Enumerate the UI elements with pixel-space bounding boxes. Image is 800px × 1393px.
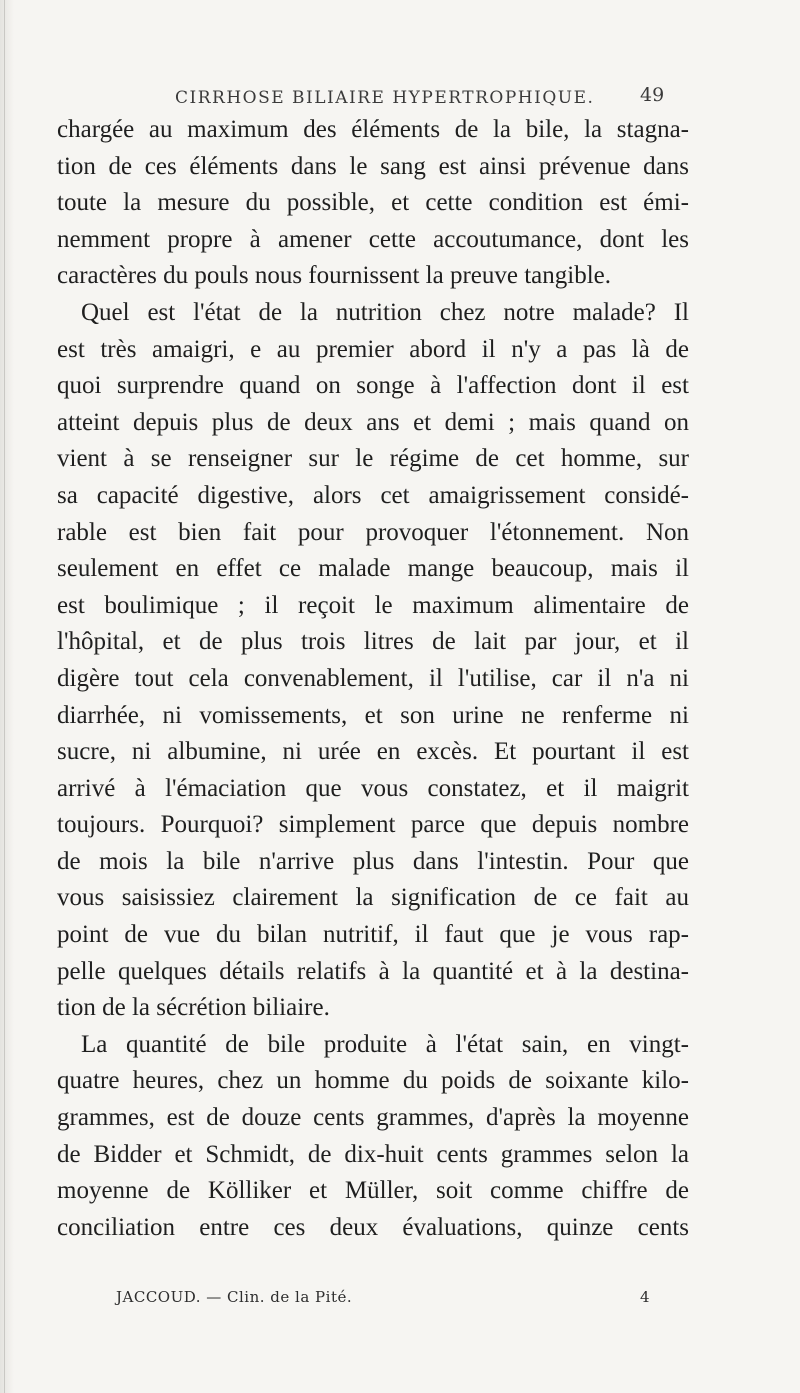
text-line: tion de la sécrétion biliaire. <box>57 994 330 1022</box>
text-line: sucre, ni albumine, ni urée en excès. Et pourtant il est <box>57 738 689 766</box>
text-line: vous saisissiez clairement la signification de ce fait au <box>57 884 689 912</box>
text-line: toute la mesure du possible, et cette condition est émi- <box>57 189 689 217</box>
text-line: vient à se renseigner sur le régime de cet homme, sur <box>57 445 689 473</box>
text-line: moyenne de Kölliker et Müller, soit comme chiffre de <box>57 1177 689 1205</box>
text-line: de Bidder et Schmidt, de dix-huit cents grammes selon la <box>57 1140 689 1168</box>
text-line: chargée au maximum des éléments de la bile, la stagna- <box>57 116 689 143</box>
text-line: point de vue du bilan nutritif, il faut que je vous rap- <box>57 921 689 949</box>
text-line: pelle quelques détails relatifs à la quantité et à la destina- <box>57 957 689 985</box>
text-line: tion de ces éléments dans le sang est ainsi prévenue dans <box>57 152 689 180</box>
text-line: atteint depuis plus de deux ans et demi ; mais quand on <box>57 408 689 436</box>
text-line: Quel est l'état de la nutrition chez notre malade? Il <box>81 298 689 326</box>
body-text <box>57 112 689 1246</box>
text-line: quatre heures, chez un homme du poids de soixante kilo- <box>57 1067 689 1095</box>
text-line: digère tout cela convenablement, il l'utilise, car il n'a ni <box>57 664 689 692</box>
text-line: conciliation entre ces deux évaluations, quinze cents <box>57 1213 689 1241</box>
page-number: 49 <box>640 84 665 106</box>
printer-signature <box>116 1288 656 1306</box>
running-head: CIRRHOSE BILIAIRE HYPERTROPHIQUE. <box>175 88 595 108</box>
text-line: l'hôpital, et de plus trois litres de lait par jour, et il <box>57 628 689 656</box>
text-line: grammes, est de douze cents grammes, d'après la moyenne <box>57 1104 689 1132</box>
text-line: quoi surprendre quand on songe à l'affection dont il est <box>57 372 689 400</box>
text-line: seulement en effet ce malade mange beaucoup, mais il <box>57 555 689 583</box>
page-spine-shadow <box>0 0 14 1393</box>
text-line: arrivé à l'émaciation que vous constatez, et il maigrit <box>57 774 689 802</box>
text-line: caractères du pouls nous fournissent la preuve tangible. <box>57 262 611 290</box>
text-line: toujours. Pourquoi? simplement parce que depuis nombre <box>57 811 689 839</box>
sheet-mark: 4 <box>640 1288 650 1306</box>
text-line: de mois la bile n'arrive plus dans l'intestin. Pour que <box>57 847 689 875</box>
text-line: sa capacité digestive, alors cet amaigrissement considé- <box>57 481 689 509</box>
text-line: La quantité de bile produite à l'état sain, en vingt- <box>81 1030 689 1058</box>
page-spine-line <box>4 0 5 1393</box>
text-line: diarrhée, ni vomissements, et son urine ne renferme ni <box>57 701 689 729</box>
signature-text: JACCOUD. — Clin. de la Pité. <box>116 1288 353 1306</box>
text-line: est boulimique ; il reçoit le maximum alimentaire de <box>57 591 689 619</box>
text-line: est très amaigri, e au premier abord il n'y a pas là de <box>57 335 689 363</box>
text-line: nemment propre à amener cette accoutumance, dont les <box>57 225 689 253</box>
text-line: rable est bien fait pour provoquer l'étonnement. Non <box>57 518 689 546</box>
